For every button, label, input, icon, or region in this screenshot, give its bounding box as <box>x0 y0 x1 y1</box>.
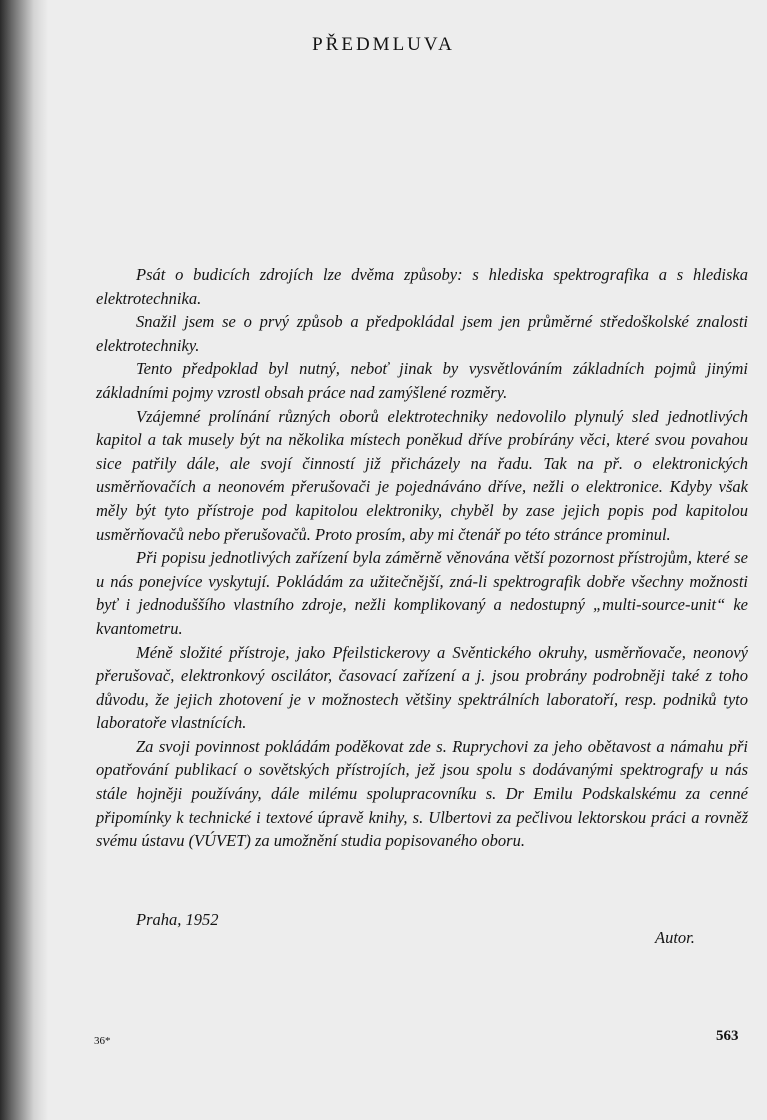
paragraph-4: Vzájemné prolínání různých oborů elektrotechniky nedovolilo plynulý sled jednotlivých kapitol a tak musely být na několika místech poněkud dříve probírány věci, které svou povahou sice patřily dále, ale svojí činností již přicházely na řadu. Tak na př. o elektronických usměrňovačích a neonovém přerušovači je pojednáváno dříve, nežli o elektronice. Kdyby však měly být tyto přístroje pod kapitolou elektroniky, chyběl by zase jejich popis pod kapitolou usměrňovačů nebo přerušovačů. Proto prosím, aby mi čtenář po této stránce prominul. <box>96 406 748 544</box>
paragraph-5: Při popisu jednotlivých zařízení byla záměrně věnována větší pozornost přístrojům, které se u nás ponejvíce vyskytují. Pokládám za užitečnější, zná-li spektrografik dobře všechny možnosti byť i jednoduššího vlastního zdroje, nežli komplikovaný a nedostupný „multi-source-unit“ ke kvantometru. <box>96 548 748 638</box>
page-title: PŘEDMLUVA <box>312 34 455 55</box>
paragraph-1: Psát o budicích zdrojích lze dvěma způsoby: s hlediska spektrografika a s hlediska elektrotechnika. <box>96 265 748 308</box>
page-number: 563 <box>716 1028 739 1044</box>
scan-edge-shadow <box>0 0 48 1120</box>
paragraph-7: Za svoji povinnost pokládám poděkovat zde s. Ruprychovi za jeho obětavost a námahu při opatřování publikací o sovětských přístrojích, jež jsou spolu s dodávanými spektrografy u nás stále hojněji používány, dále milému spolupracovníku s. Dr Emilu Podskalskému za cenné připomínky k technické i textové úpravě knihy, s. Ulbertovi za pečlivou lektorskou práci a rovněž svému ústavu (VÚVET) za umožnění studia popisovaného oboru. <box>96 736 748 851</box>
author-signature: Autor. <box>655 928 695 947</box>
paragraph-6: Méně složité přístroje, jako Pfeilstickerovy a Svěntického okruhy, usměrňovače, neonový přerušovač, elektronkový oscilátor, časovací zařízení a j. jsou probrány podrobněji také z toho důvodu, že jejich zhotovení je v možnostech většiny spektrálních laboratoří, resp. podniků tyto laboratoře vlastnících. <box>96 642 748 733</box>
place-date: Praha, 1952 <box>136 910 219 929</box>
preface-body <box>96 263 748 853</box>
signoff <box>0 910 767 947</box>
paragraph-2: Snažil jsem se o prvý způsob a předpokládal jsem jen průměrné středoškolské znalosti elektrotechniky. <box>96 312 748 355</box>
paragraph-3: Tento předpoklad byl nutný, neboť jinak by vysvětlováním základních pojmů jinými základními pojmy vzrostl obsah práce nad zamýšlené rozměry. <box>96 359 748 402</box>
sheet-mark: 36* <box>94 1035 111 1047</box>
